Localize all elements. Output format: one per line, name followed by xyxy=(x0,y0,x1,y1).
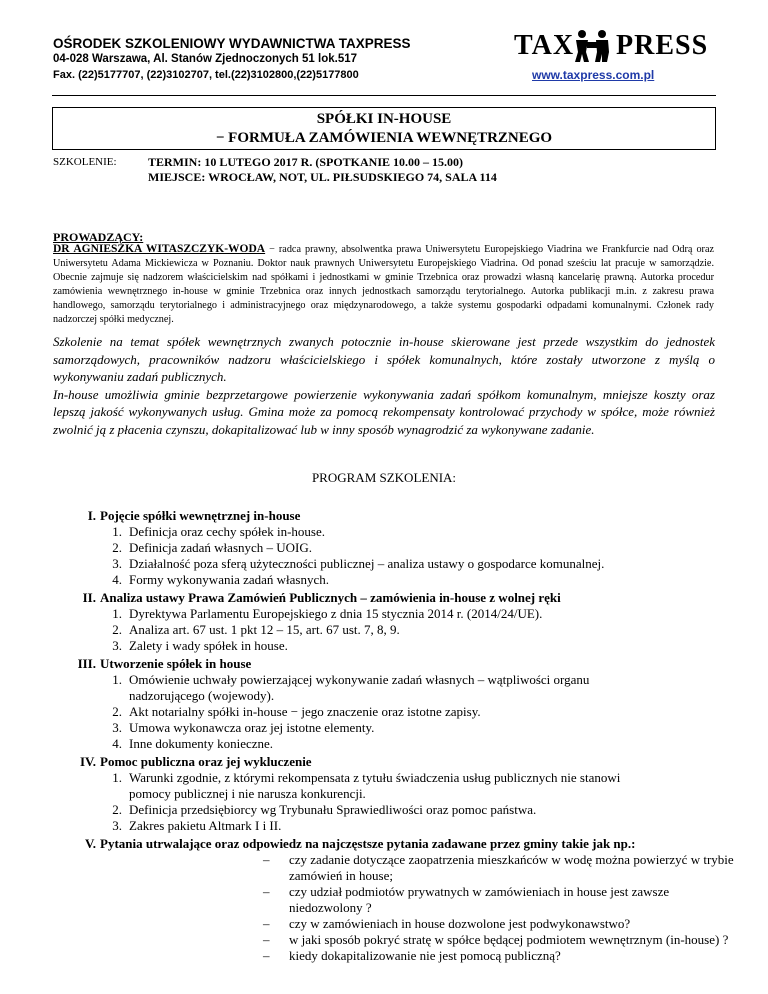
website-link[interactable]: www.taxpress.com.pl xyxy=(532,68,655,82)
section-number: I. xyxy=(87,508,96,523)
title-line-1: SPÓŁKI IN-HOUSE xyxy=(316,111,452,127)
logo-text-left: TAX xyxy=(514,30,575,61)
presenter-heading: PROWADZĄCY: xyxy=(53,230,144,244)
section-number: IV. xyxy=(79,754,96,769)
training-term: TERMIN: 10 LUTEGO 2017 R. (SPOTKANIE 10.00 – 15.00) xyxy=(148,155,464,169)
organization-name: OŚRODEK SZKOLENIOWY WYDAWNICTWA TAXPRESS xyxy=(53,36,411,51)
section-title: Pomoc publiczna oraz jej wykluczenie xyxy=(100,754,312,769)
title-box xyxy=(52,107,716,150)
presenter-name: DR AGNIESZKA WITASZCZYK-WODA xyxy=(53,243,266,255)
organization-contact: Fax. (22)5177707, (22)3102707, tel.(22)3102800,(22)5177800 xyxy=(53,69,359,81)
section-number: II. xyxy=(82,590,96,605)
header-divider xyxy=(52,95,716,96)
logo-text-right: PRESS xyxy=(616,30,709,61)
training-label: SZKOLENIE: xyxy=(53,156,117,168)
intro-text xyxy=(53,333,715,439)
section-title: Pytania utrwalające oraz odpowiedz na najczęstsze pytania zadawane przez gminy takie jak np.: xyxy=(100,836,636,851)
section-title: Utworzenie spółek in house xyxy=(100,656,252,671)
intro-paragraph-1: Szkolenie na temat spółek wewnętrznych zwanych potocznie in-house skierowane jest przede wszystkim do jednostek samorządowych, pracowników nadzoru właścicielskiego i spółek komunalnych, które zostały utworzone z myślą o wykonywaniu zadań publicznych. xyxy=(53,334,715,385)
taxpress-logo xyxy=(506,28,709,64)
intro-paragraph-2: In-house umożliwia gminie bezprzetargowe powierzenie wykonywania zadań spółkom komunalnym, mniejsze koszty oraz lepszą jakość wykonywanych usług. Gmina może za pomocą rekompensaty kontrolować przychody w spółce, może również zwolnić ją z płacenia czynszu, dokapitalizować lub w inny sposób wynagrodzić za wykonywane zadanie. xyxy=(53,386,715,437)
title-line-2: − FORMUŁA ZAMÓWIENIA WEWNĘTRZNEGO xyxy=(215,130,553,146)
presenter-bio-block xyxy=(53,242,714,327)
program-heading: PROGRAM SZKOLENIA: xyxy=(311,470,457,485)
presenter-bio: − radca prawny, absolwentka prawa Uniwersytetu Europejskiego Viadrina we Frankfurcie nad Odrą oraz Uniwersytetu Adama Mickiewicza w Poznaniu. Doktor nauk prawnych Uniwersytetu Europejskiego Viadrina. Od ponad sześciu lat pracuje w samorządzie. Obecnie zajmuje się nadzorem właścicielskim nad spółkami i jednostkami w gminie Trzebnica oraz prowadzi własną kancelarię prawną. Autorka procedur zamówienia wewnętrznego in-house w gminie Trzebnica oraz innych jednostkach samorządu terytorialnego. Autorka publikacji m.in. z zakresu prawa handlowego, samorządu terytorialnego i administracyjnego oraz międzynarodowego, a także systemu gospodarki odpadami komunalnymi. Członek rady nadzorczej spółki medycznej. xyxy=(53,244,714,325)
section-title: Pojęcie spółki wewnętrznej in-house xyxy=(100,508,301,523)
organization-address: 04-028 Warszawa, Al. Stanów Zjednoczonych 51 lok.517 xyxy=(53,53,358,65)
section-number: V. xyxy=(85,836,96,851)
section-title: Analiza ustawy Prawa Zamówień Publicznych – zamówienia in-house z wolnej ręki xyxy=(100,590,561,605)
section-number: III. xyxy=(77,656,96,671)
training-place: MIEJSCE: WROCŁAW, NOT, UL. PIŁSUDSKIEGO 74, SALA 114 xyxy=(148,170,497,184)
logo-figures-icon xyxy=(572,28,612,64)
